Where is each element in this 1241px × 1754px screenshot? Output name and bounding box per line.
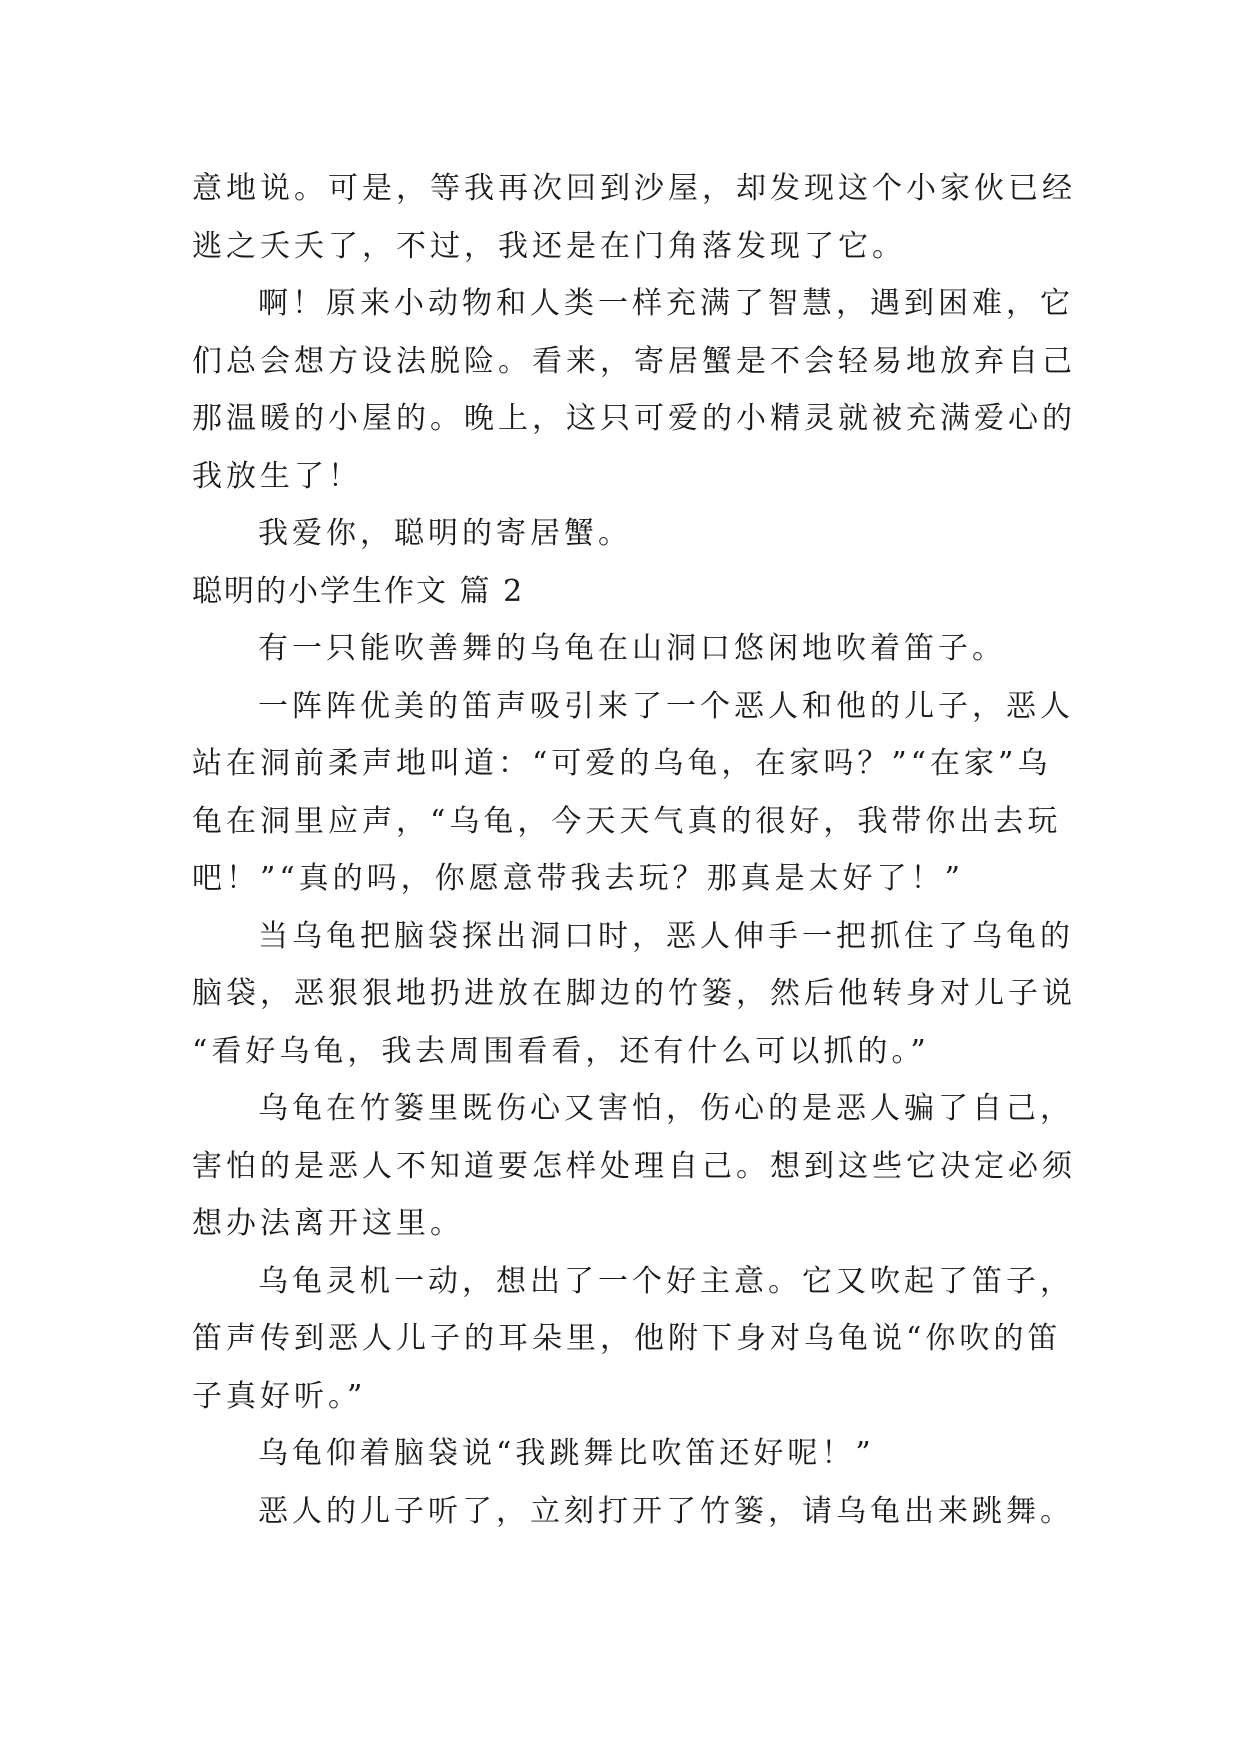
text-line: 恶人的儿子听了，立刻打开了竹篓，请乌龟出来跳舞。 bbox=[258, 1493, 1074, 1529]
text-line: “看好乌龟，我去周围看看，还有什么可以抓的。” bbox=[192, 1033, 930, 1069]
document-body bbox=[192, 160, 1076, 1540]
text-line: 逃之夭夭了，不过，我还是在门角落发现了它。 bbox=[192, 228, 906, 264]
text-line: 想办法离开这里。 bbox=[192, 1206, 464, 1241]
text-line: 有一只能吹善舞的乌龟在山洞口悠闲地吹着笛子。 bbox=[258, 631, 1006, 666]
text-line: 吧！”“真的吗，你愿意带我去玩？那真是太好了！” bbox=[192, 861, 965, 896]
text-line: 我放生了！ bbox=[192, 458, 362, 494]
text-line: 啊！原来小动物和人类一样充满了智慧，遇到困难，它 bbox=[258, 286, 1074, 321]
text-line: 乌龟灵机一动，想出了一个好主意。它又吹起了笛子， bbox=[258, 1263, 1074, 1299]
text-line: 一阵阵优美的笛声吸引来了一个恶人和他的儿子，恶人 bbox=[258, 688, 1074, 724]
text-line: 子真好听。” bbox=[192, 1378, 367, 1414]
text-line: 们总会想方设法脱险。看来，寄居蟹是不会轻易地放弃自己 bbox=[192, 343, 1076, 379]
text-line: 站在洞前柔声地叫道：“可爱的乌龟，在家吗？”“在家”乌 bbox=[192, 746, 1052, 781]
text-line: 笛声传到恶人儿子的耳朵里，他附下身对乌龟说“你吹的笛 bbox=[192, 1321, 1062, 1356]
text-line: 龟在洞里应声，“乌龟，今天天气真的很好，我带你出去玩 bbox=[192, 803, 1062, 839]
text-line: 当乌龟把脑袋探出洞口时，恶人伸手一把抓住了乌龟的 bbox=[258, 918, 1074, 954]
text-line: 乌龟仰着脑袋说“我跳舞比吹笛还好呢！” bbox=[258, 1436, 875, 1471]
text-line: 意地说。可是，等我再次回到沙屋，却发现这个小家伙已经 bbox=[192, 171, 1076, 206]
text-line: 脑袋，恶狠狠地扔进放在脚边的竹篓，然后他转身对儿子说 bbox=[192, 976, 1076, 1011]
text-line: 那温暖的小屋的。晚上，这只可爱的小精灵就被充满爱心的 bbox=[192, 401, 1076, 436]
text-line: 我爱你，聪明的寄居蟹。 bbox=[258, 516, 632, 551]
text-line: 乌龟在竹篓里既伤心又害怕，伤心的是恶人骗了自己， bbox=[258, 1091, 1074, 1126]
text-line: 害怕的是恶人不知道要怎样处理自己。想到这些它决定必须 bbox=[192, 1148, 1076, 1184]
section-heading: 聪明的小学生作文 篇 2 bbox=[192, 573, 525, 609]
